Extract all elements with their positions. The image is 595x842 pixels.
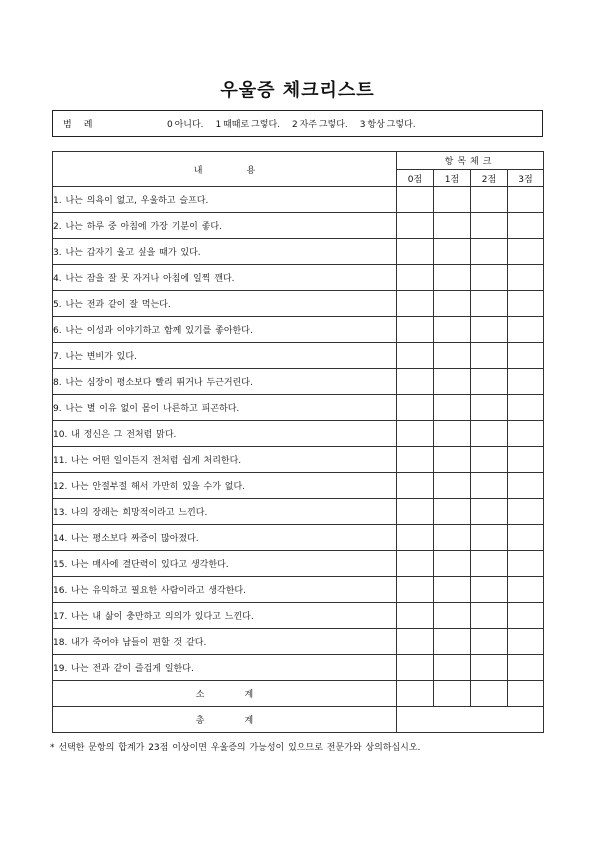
score-column-header: 2점 <box>471 170 508 187</box>
score-checkbox-cell[interactable] <box>434 525 471 551</box>
score-checkbox-cell[interactable] <box>434 577 471 603</box>
score-checkbox-cell[interactable] <box>434 473 471 499</box>
item-text: 6. 나는 이성과 이야기하고 함께 있기를 좋아한다. <box>53 317 397 343</box>
score-checkbox-cell[interactable] <box>471 343 508 369</box>
total-label: 총계 <box>53 707 397 733</box>
score-checkbox-cell[interactable] <box>397 265 434 291</box>
score-checkbox-cell[interactable] <box>508 499 544 525</box>
total-cell[interactable] <box>397 707 544 733</box>
score-checkbox-cell[interactable] <box>471 447 508 473</box>
item-text: 11. 나는 어떤 일이든지 전처럼 쉽게 처리한다. <box>53 447 397 473</box>
item-text: 18. 내가 죽어야 남들이 편할 것 같다. <box>53 629 397 655</box>
score-checkbox-cell[interactable] <box>397 447 434 473</box>
score-checkbox-cell[interactable] <box>471 655 508 681</box>
score-checkbox-cell[interactable] <box>471 473 508 499</box>
table-row <box>53 447 544 473</box>
subtotal-label: 소계 <box>53 681 397 707</box>
score-checkbox-cell[interactable] <box>508 187 544 213</box>
score-column-header: 3점 <box>508 170 544 187</box>
table-row <box>53 187 544 213</box>
item-text: 12. 나는 안절부절 해서 가만히 있을 수가 없다. <box>53 473 397 499</box>
table-row <box>53 395 544 421</box>
item-text: 4. 나는 잠을 잘 못 자거나 아침에 일찍 깬다. <box>53 265 397 291</box>
score-checkbox-cell[interactable] <box>471 317 508 343</box>
score-checkbox-cell[interactable] <box>471 187 508 213</box>
score-checkbox-cell[interactable] <box>508 525 544 551</box>
table-row <box>53 265 544 291</box>
score-checkbox-cell[interactable] <box>434 239 471 265</box>
legend-option: 3 항상 그렇다. <box>359 120 416 130</box>
score-checkbox-cell[interactable] <box>397 473 434 499</box>
score-checkbox-cell[interactable] <box>397 525 434 551</box>
score-checkbox-cell[interactable] <box>471 525 508 551</box>
score-checkbox-cell[interactable] <box>471 577 508 603</box>
subtotal-cell[interactable] <box>508 681 544 707</box>
score-checkbox-cell[interactable] <box>434 265 471 291</box>
score-checkbox-cell[interactable] <box>508 369 544 395</box>
score-checkbox-cell[interactable] <box>434 291 471 317</box>
item-text: 19. 나는 전과 같이 즐겁게 일한다. <box>53 655 397 681</box>
item-text: 17. 나는 내 삶이 충만하고 의의가 있다고 느낀다. <box>53 603 397 629</box>
score-checkbox-cell[interactable] <box>434 629 471 655</box>
score-checkbox-cell[interactable] <box>508 213 544 239</box>
score-checkbox-cell[interactable] <box>397 369 434 395</box>
score-checkbox-cell[interactable] <box>508 343 544 369</box>
legend-options <box>167 117 416 130</box>
score-checkbox-cell[interactable] <box>471 629 508 655</box>
table-row <box>53 499 544 525</box>
table-row <box>53 525 544 551</box>
table-row <box>53 239 544 265</box>
item-text: 7. 나는 변비가 있다. <box>53 343 397 369</box>
score-checkbox-cell[interactable] <box>508 655 544 681</box>
score-checkbox-cell[interactable] <box>397 213 434 239</box>
legend-option: 2 자주 그렇다. <box>292 120 348 130</box>
table-row <box>53 551 544 577</box>
score-checkbox-cell[interactable] <box>471 499 508 525</box>
item-text: 10. 내 정신은 그 전처럼 맑다. <box>53 421 397 447</box>
item-text: 15. 나는 매사에 결단력이 있다고 생각한다. <box>53 551 397 577</box>
score-checkbox-cell[interactable] <box>508 317 544 343</box>
score-checkbox-cell[interactable] <box>397 239 434 265</box>
legend-option: 1 때때로 그렇다. <box>215 120 281 130</box>
item-text: 8. 나는 심장이 평소보다 빨리 뛰거나 두근거린다. <box>53 369 397 395</box>
score-checkbox-cell[interactable] <box>508 395 544 421</box>
score-checkbox-cell[interactable] <box>508 239 544 265</box>
score-checkbox-cell[interactable] <box>397 603 434 629</box>
table-row <box>53 317 544 343</box>
table-row <box>53 629 544 655</box>
score-checkbox-cell[interactable] <box>471 369 508 395</box>
subtotal-cell[interactable] <box>434 681 471 707</box>
score-checkbox-cell[interactable] <box>434 655 471 681</box>
score-checkbox-cell[interactable] <box>508 421 544 447</box>
score-checkbox-cell[interactable] <box>471 239 508 265</box>
score-checkbox-cell[interactable] <box>508 265 544 291</box>
score-checkbox-cell[interactable] <box>471 265 508 291</box>
item-text: 13. 나의 장래는 희망적이라고 느낀다. <box>53 499 397 525</box>
table-row <box>53 603 544 629</box>
score-checkbox-cell[interactable] <box>397 187 434 213</box>
item-text: 5. 나는 전과 같이 잘 먹는다. <box>53 291 397 317</box>
score-checkbox-cell[interactable] <box>471 551 508 577</box>
score-checkbox-cell[interactable] <box>397 343 434 369</box>
item-text: 1. 나는 의욕이 없고, 우울하고 슬프다. <box>53 187 397 213</box>
content-header: 내용 <box>53 152 397 187</box>
score-checkbox-cell[interactable] <box>397 317 434 343</box>
item-text: 3. 나는 갑자기 울고 싶을 때가 있다. <box>53 239 397 265</box>
score-checkbox-cell[interactable] <box>471 603 508 629</box>
score-checkbox-cell[interactable] <box>434 369 471 395</box>
score-checkbox-cell[interactable] <box>434 447 471 473</box>
item-text: 14. 나는 평소보다 짜증이 많아졌다. <box>53 525 397 551</box>
table-row <box>53 369 544 395</box>
score-checkbox-cell[interactable] <box>434 395 471 421</box>
subtotal-cell[interactable] <box>471 681 508 707</box>
checklist-table <box>52 151 544 733</box>
footnote: * 선택한 문항의 합계가 23점 이상이면 우울증의 가능성이 있으므로 전문가와 상의하십시오. <box>50 743 421 753</box>
item-text: 16. 나는 유익하고 필요한 사람이라고 생각한다. <box>53 577 397 603</box>
score-checkbox-cell[interactable] <box>397 629 434 655</box>
score-checkbox-cell[interactable] <box>508 551 544 577</box>
score-checkbox-cell[interactable] <box>471 291 508 317</box>
score-column-header: 1점 <box>434 170 471 187</box>
score-header: 항목체크 <box>397 152 544 170</box>
score-checkbox-cell[interactable] <box>508 447 544 473</box>
legend-box <box>52 110 543 137</box>
table-row <box>53 421 544 447</box>
score-checkbox-cell[interactable] <box>434 187 471 213</box>
score-checkbox-cell[interactable] <box>471 395 508 421</box>
table-row <box>53 473 544 499</box>
total-row <box>53 707 544 733</box>
score-checkbox-cell[interactable] <box>508 629 544 655</box>
table-row <box>53 291 544 317</box>
score-checkbox-cell[interactable] <box>397 577 434 603</box>
score-checkbox-cell[interactable] <box>508 473 544 499</box>
score-checkbox-cell[interactable] <box>508 291 544 317</box>
table-row <box>53 343 544 369</box>
legend-option: 0 아니다. <box>167 120 204 130</box>
subtotal-cell[interactable] <box>397 681 434 707</box>
page-title: 우울증 체크리스트 <box>220 80 375 101</box>
score-checkbox-cell[interactable] <box>434 551 471 577</box>
legend-label: 범례 <box>63 120 105 130</box>
score-checkbox-cell[interactable] <box>434 603 471 629</box>
score-checkbox-cell[interactable] <box>508 603 544 629</box>
score-checkbox-cell[interactable] <box>434 317 471 343</box>
score-checkbox-cell[interactable] <box>397 551 434 577</box>
table-row <box>53 655 544 681</box>
score-checkbox-cell[interactable] <box>397 499 434 525</box>
score-checkbox-cell[interactable] <box>397 395 434 421</box>
score-checkbox-cell[interactable] <box>434 499 471 525</box>
score-checkbox-cell[interactable] <box>471 421 508 447</box>
score-checkbox-cell[interactable] <box>434 421 471 447</box>
score-checkbox-cell[interactable] <box>397 421 434 447</box>
score-checkbox-cell[interactable] <box>434 213 471 239</box>
item-text: 9. 나는 별 이유 없이 몸이 나른하고 피곤하다. <box>53 395 397 421</box>
score-checkbox-cell[interactable] <box>471 213 508 239</box>
table-row <box>53 213 544 239</box>
score-checkbox-cell[interactable] <box>397 291 434 317</box>
score-column-header: 0점 <box>397 170 434 187</box>
table-row <box>53 577 544 603</box>
score-checkbox-cell[interactable] <box>508 577 544 603</box>
score-checkbox-cell[interactable] <box>434 343 471 369</box>
item-text: 2. 나는 하루 중 아침에 가장 기분이 좋다. <box>53 213 397 239</box>
subtotal-row <box>53 681 544 707</box>
score-checkbox-cell[interactable] <box>397 655 434 681</box>
